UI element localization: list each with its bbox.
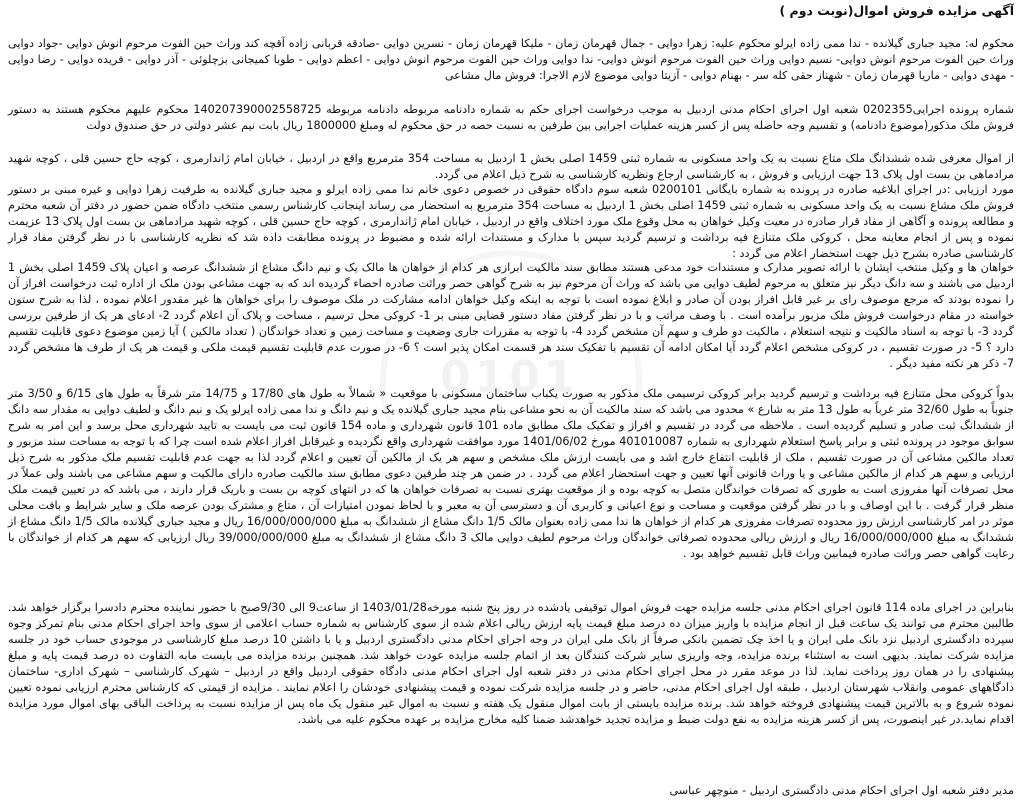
case-paragraph: شماره پرونده اجرایی0202355 شعبه اول اجرای احکام مدنی اردبیل به موجب درخواست اجرای حکم به شماره دادنامه مربوطه دادنامه مربوطه 140207390002558725 محکوم علیهم محکوم هستند به دستور فروش ملک مذکور(موضوع دادنامه) و تقسیم وجه حاصله پس از کسر هزینه عملیات اجرایی بین طرفین به نسبت حصه در حق محکوم له ومبلغ 1800000 ریال بابت نیم عشر دولتی در حق صندوق دولت <box>8 103 1014 132</box>
parties-paragraph: محکوم له: مجید جباری گیلانده - ندا ممی زاده ایرلو محکوم علیه: زهرا دوایی - جمال قهرمان زمان - ملیکا قهرمان زمان - نسرین دوایی -صادقه قربانی زاده آقچه کند وراث حین الفوت مرحوم انوش دوایی -جواد دوایی وراث حین الفوت مرحوم انوش دوایی- نسیم دوایی وراث حین الفوت مرحوم انوش دوایی- ندا دوایی وراث حین الفوت مرحوم انوش دوایی - اعظم دوایی - طوبا کمیجانی بزچلوئی - آذر دوایی - فریده دوایی - رضا دوایی - مهدی دوایی - ماریا قهرمان زمان - شهناز حقی کله سر - بهنام دوایی - آزیتا دوایی موضوع لازم الاجرا: فروش مال مشاعی <box>8 37 1014 82</box>
signature-line: مدیر دفتر شعبه اول اجرای احکام مدنی دادگستری اردبیل - منوچهر عباسی <box>669 784 1014 797</box>
description-paragraph: بدواً کروکی محل متنازع فیه برداشت و ترسیم گردید برابر کروکی ترسیمی ملک مذکور به صورت یکباب ساختمان مسکونی با موقعیت « شمالاً به طول های 17/80 و 14/75 متر شرقاً به طول های 6/15 و 3/50 متر جنوباً به طول 32/60 متر غرباً به طول 13 متر به شارع » محدود می باشد که سند مالکیت آن به نحو مشاعی بنام مجید جباری گیلانده یک و نیم دانگ و ندا ممی زاده ایرلو یک و نیم دانگ و لطیف دوایی به مقدار سه دانگ از ششدانگ ثبت صادر و تسلیم گردیده است . ملاحظه می گردد در تقسیم و افراز و تفکیک ملک مطابق ماده 101 قانون شهرداری و ماده 154 قانون ثبت می بایست به تایید شهرداری محل برسد و این امر به شرح سوابق موجود در پرونده ثبتی و برابر پاسخ استعلام شهرداری به شماره 401010087 مورخ 1401/06/02 مورد موافقت شهرداری واقع نگردیده و غیرقابل افراز اعلام شده است چرا که با توجه به مساحت سند مزبور و تعداد مالکین مشاعی آن در صورت تقسیم ، ملک از قابلیت انتفاع خارج اشد و می بایست ارزش ملک مشخص و سهم هر یک از مالکین آن تعیین و اعلام گردد لذا به جهت عدم قابلیت تقسیم ملک مذکور به شرح ذیل ارزیابی و سهم هر کدام از مالکین مشاعی و یا وراث قانونی آنها تعیین و جهت استحضار اعلام می گردد . در ضمن هر چند طرفین دعوی مطابق سند مالکیت صادره دارای مالکیت و سهم مشاعی می باشند ولی عملاً در محل تصرفات آنها مفروزی است به طوری که تصرفات خواندگان متصل به کوچه بوده و از موقعیت بهتری نسبت به تصرفات خواهان ها که در انتهای کوچه بن بست و باریک قرار دارند ، می باشد که در تعیین قیمت ملک منظر قرار گرفت . با این اوصاف و با در نظر گرفتن موقعیت و مساحت و نوع اعیانی و کاربری آن و دسترسی آن به معبر و با لحاظ نمودن امتیازات آن ، متاع و مشترک بودن عرصه ملک و سایر شرایط و بافت محلی موثر در امر کارشناسی ارزش روز محدوده تصرفات مفروزی هر کدام از خواهان ها ندا ممی زاده بعنوان مالک 1/5 دانگ مشاع از ششدانگ به مبلغ 16/000/000/000 ریال و مجید جباری گیلانده مالک 1/5 دانگ مشاع از ششدانگ به مبلغ 16/000/000/000 ریال و ارزش ریالی محدوده تصرفاتی خواندگان وراث مرحوم لطیف دوایی مالک 3 دانگ مشاع از ششدانگ به مبلغ 39/000/000/000 ریال ارزیابی که سهم هر کدام از خواندگان با رعایت گواهی حصر وراثت صادره فیمابین وراث قابل تقسیم خواهد بود . <box>8 387 1015 560</box>
notice-title: آگهی مزایده فروش اموال(نوبت دوم ) <box>779 3 1014 18</box>
watermark-number: 0101 <box>440 352 579 403</box>
ruling-paragraph: مورد ارزیابی :در اجرای ابلاغیه صادره در پرونده به شماره بایگانی 0200101 شعبه سوم دادگاه حقوقی در خصوص دعوی خانم ندا ممی زاده ایرلو و مجید جباری گیلانده به طرفیت زهرا دوایی و غیره مبنی بر دستور فروش ملک مشاع نسبت به یک واحد مسکونی به شماره ثبتی 1459 اصلی بخش 1 اردبیل به مساحت 354 مترمربع به استحضار می رساند اینجانب کارشناس رسمی منتخب دادگاه ضمن حضور در دفتر آن شعبه محترم و مطالعه پرونده و آگاهی از مفاد قرار صادره در معیت وکیل خواهان به محل وقوع ملک مورد اختلاف واقع در اردبیل ، خیابان امام ژاندارمری ، کوچه حاج حسین قلی ، کوچه شهید مرادماهی بن بست اول پلاک 13 عزیمت نموده و پس از انجام معاینه محل ، کروکی ملک متنازع فیه برداشت و ترسیم گردید سپس با مدارک و مستندات ارائه شده و مضبوط در پرونده مطابقت داده شد که نظریه کارشناسی با در نظر گرفتن مفاد قرار کارشناسی صادره بشرح ذیل جهت استحضار اعلام می گردد : <box>8 183 1014 260</box>
evaluation-paragraph: خواهان ها و وکیل منتخب ایشان با ارائه تصویر مدارک و مستندات خود مدعی هستند مطابق سند مالکیت ابرازی هر کدام از خواهان ها مالک یک و نیم دانگ مشاع از ششدانگ عرصه و اعیان پلاک 1459 اصلی بخش 1 اردبیل می باشند و سه دانگ دیگر نیز متعلق به مرحوم لطیف دوایی می باشد که وراث آن مرحوم نیز به شرح گواهی حصر وراثت صادره احصاء گردیده اند که به جهت مشاعی بودن ملک از اداره ثبت درخواست افراز آن را نموده بودند که مرجع موصوف رای بر غیر قابل افراز بودن آن صادر و ابلاغ نموده است با توجه به اینکه وکیل خواهان ادامه مشارکت در ملک موصوف را برای خواهان ها غیر مقدور اعلام نموده ، لذا به شرح ستون خواسته در مقام درخواست فروش ملک مزبور برآمده است . با وصف مراتب و با در نظر گرفتن مفاد دستور قضایی مبنی بر 1- کروکی محل ترسیم ، مساحت و پلاک آن اعلام گردد 2- ادعای هر یک از طرفین بررسی گردد 3- با توجه به اسناد مالکیت و نتیجه استعلام ، مالکیت دو طرف و سهم آن مشخص گردد 4- با توجه به مقررات جاری وضعیت و مساحت زمین و تعداد خواندگان ( تعداد مالکین ) آیا زمین موضوع دعوی قابلیت تقسیم دارد ؟ 5- در صورت تقسیم ، در کروکی مشخص اعلام گردد آیا امکان ادامه آن تقسیم با تفکیک سند هر قسمت امکان پذیر است ؟ 6- در صورت عدم قابلیت تقسیم قیمت ملکی و قیمت هر یک از طرف ها مشخص گردد 7- ذکر هر نکته مفید دیگر . <box>8 261 1015 370</box>
auction-paragraph: بنابراین در اجرای ماده 114 قانون اجرای احکام مدنی جلسه مزایده جهت فروش اموال توقیفی یادشده در روز پنج شنبه مورخه1403/01/28 از ساعت9 الی 9/30صبح با حضور نماینده محترم دادسرا برگزار خواهد شد. طالبین محترم می توانند یک ساعت قبل از انجام مزایده با واریز میزان ده درصد مبلغ قیمت پایه ارزش ریالی اعلام شده از سوی کارشناس به شماره حساب اعلامی از سوی واحد اجرای احکام مدنی بنام تمرکز وجوه سپرده دادگستری اردبیل نزد بانک ملی ایران و یا اخذ چک تضمین بانکی صرفاً از بانک ملی ایران در وجه اجرای احکام مدنی دادگستری اردبیل و یا با داشتن 10 درصد مبلغ کارشناسی در موجودی حساب خود در جلسه مزایده شرکت نمایند. بدیهی است به استثناء برنده مزایده، وجه واریزی سایر شرکت کنندگان بعد از اتمام جلسه مزایده عودت خواهد شد. همچنین برنده مزایده می بایست مابه التفاوت ده درصد قیمت پایه و مبلغ پیشنهادی را در همان روز پرداخت نماید. لذا در موعد مقرر در محل اجرای احکام مدنی در دفتر شعبه اول اجرای احکام مدنی دادگاه حقوقی اردبیل واقع در اردبیل – شهرک کارشناسی – شهرک اداری- ساختمان دادگاههای عمومی وانقلاب شهرستان اردبیل ، طبقه اول اجرای احکام مدنی، حاضر و در جلسه مزایده شرکت نموده و قیمت پیشنهادی خودشان را اعلام نمایند . مزایده از قیمتی که کارشناس محترم ارزیابی نموده تعیین نموده شروع و به بالاترین قیمت پیشنهادی فروخته خواهد شد. برنده مزایده بایستی از بابت اموال منقول یک هفته و نسبت به اموال غیر منقول یک ماه پس از مزایده نسبت به پرداخت الباقی بهای اموال مورد مزایده اقدام نماید.در غیر اینصورت، پس از کسر هزینه مزایده به نفع دولت ضبط و مزایده تجدید خواهدشد ضمنا کلیه مخارج مزایده بر عهده محکوم علیه می باشد. <box>8 601 1014 726</box>
property-paragraph: از اموال معرفی شده ششدانگ ملک متاع نسبت به یک واحد مسکونی به شماره ثبتی 1459 اصلی بخش 1 اردبیل به مساحت 354 مترمربع واقع در اردبیل ، خیابان امام ژاندارمری ، کوچه حاج حسین قلی ، کوچه شهید مرادماهی بن بست اول پلاک 13 جهت ارزیابی و فروش ، به کارشناسی ارجاع ونظریه کارشناسی به شرح ذیل اعلام می گردد. <box>8 152 1015 181</box>
